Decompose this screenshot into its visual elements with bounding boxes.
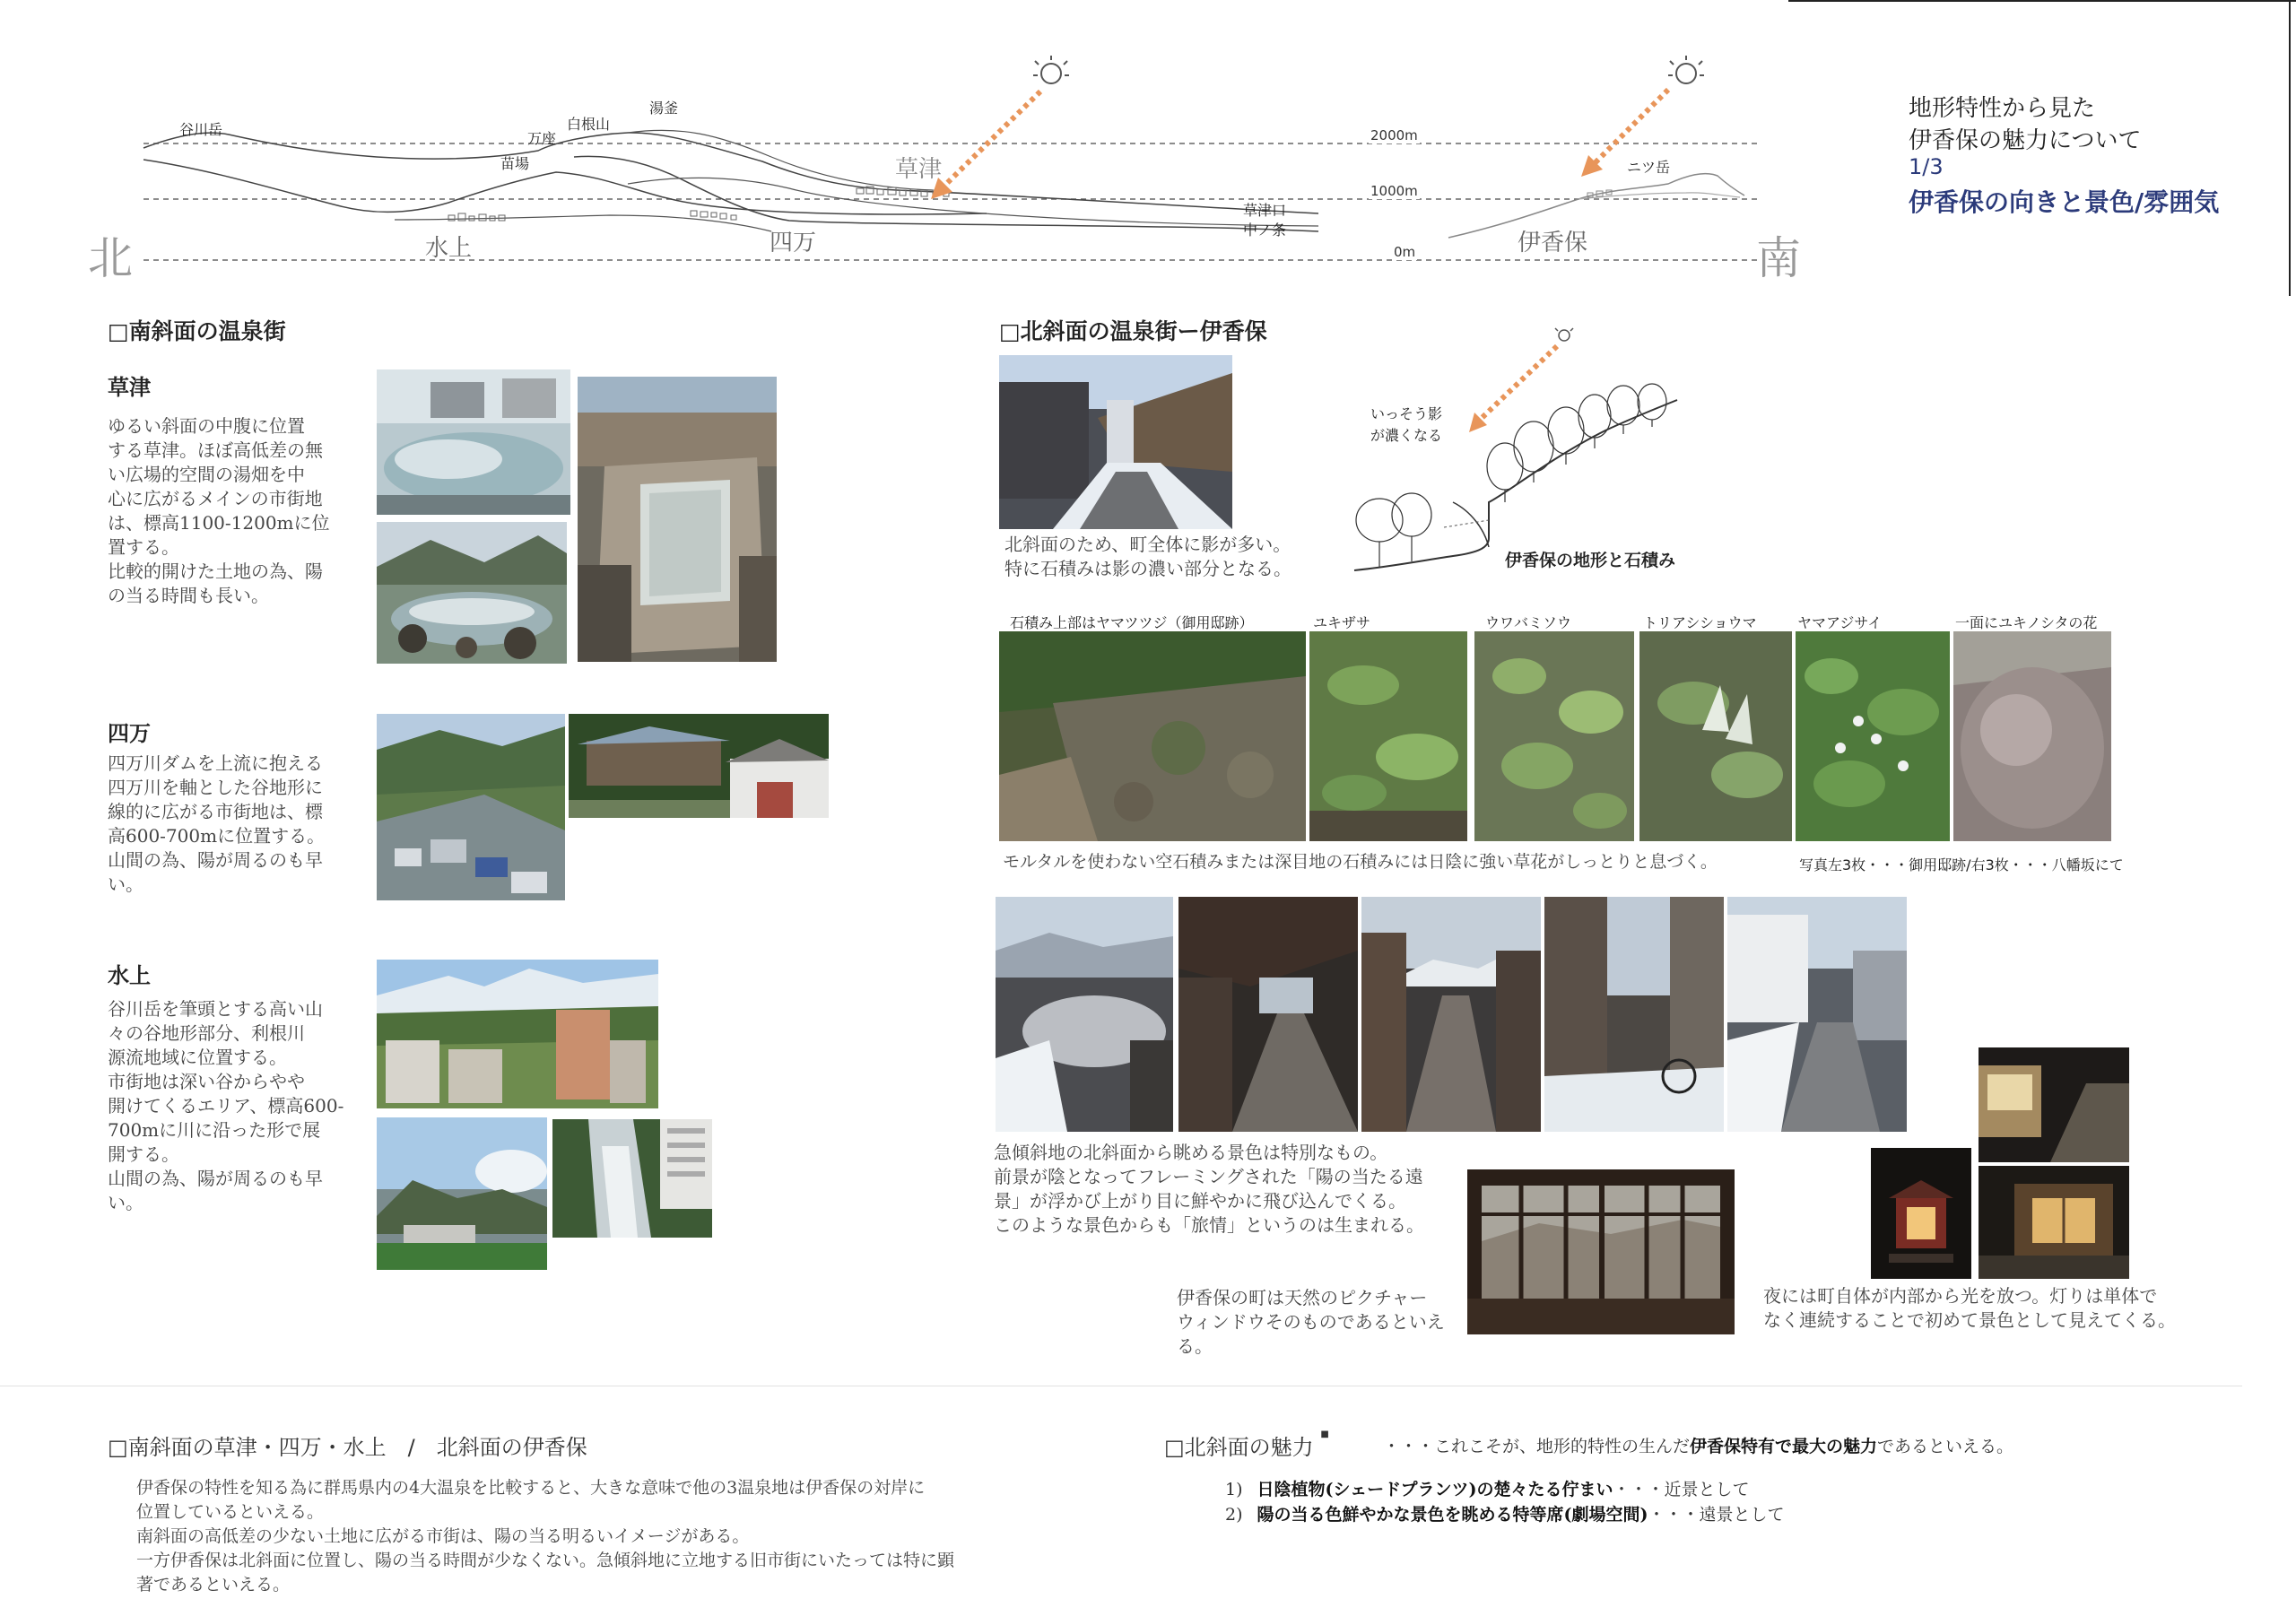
profile-label-manza: 万座 bbox=[527, 130, 557, 147]
plant-label-5: 一面にユキノシタの花 bbox=[1955, 614, 2098, 631]
north-caption-shadow: 北斜面のため、町全体に影が多い。 特に石積みは影の濃い部分となる。 bbox=[1004, 534, 1292, 579]
photo-shima-valley bbox=[377, 714, 565, 900]
title-line-2: 伊香保の魅力について bbox=[1909, 127, 2142, 154]
photo-kusatsu-yubatake-overview bbox=[578, 377, 777, 662]
sun-icon-diagram bbox=[1555, 328, 1573, 341]
kusatsu-title: 草津 bbox=[108, 375, 151, 400]
photo-view-slope-path bbox=[1727, 897, 1907, 1132]
item1-num: 1) bbox=[1225, 1480, 1243, 1499]
profile-label-ikaho: 伊香保 bbox=[1518, 230, 1588, 256]
photo-plant-yukizasa bbox=[1309, 631, 1467, 841]
profile-label-futatsudake: ニツ岳 bbox=[1627, 159, 1671, 176]
kusatsu-text: ゆるい斜面の中腹に位置 する草津。ほぼ高低差の無 い広場的空間の湯畑を中 心に広がるメインの市街地 は、標高1100-1200mに位 置する。 比較的開けた土地の為、陽 の当る時間も長い。 bbox=[108, 415, 330, 606]
photo-night-shop-stairs bbox=[1979, 1047, 2129, 1162]
lead-post: であるといえる。 bbox=[1877, 1437, 2014, 1456]
ikaho-profile bbox=[1448, 174, 1744, 238]
profile-label-nakanojo: 中ノ条 bbox=[1243, 222, 1287, 239]
window-caption: 伊香保の町は天然のピクチャー ウィンドウそのものであるといえる。 bbox=[1177, 1287, 1445, 1357]
ikaho-terrain-diagram bbox=[1318, 323, 1695, 583]
bottom-right-item-1 bbox=[1225, 1476, 1750, 1500]
photo-kusatsu-yubatake-steam bbox=[377, 369, 570, 515]
view-caption: 急傾斜地の北斜面から眺める景色は特別なもの。 前景が陰となってフレーミングされた「陽の当たる遠 景」が浮かび上がり目に鮮やかに飛び込んでくる。 このような景色からも「旅情」というのは生まれる。 bbox=[994, 1142, 1424, 1236]
sun-icon-south bbox=[1668, 56, 1704, 83]
photo-plant-yukinoshita bbox=[1953, 631, 2111, 841]
shima-title: 四万 bbox=[108, 721, 151, 746]
plant-label-4: ヤマアジサイ bbox=[1797, 614, 1883, 631]
profile-label-shima: 四万 bbox=[770, 230, 817, 256]
item2-num: 2) bbox=[1225, 1505, 1243, 1525]
north-heading: □北斜面の温泉街ー伊香保 bbox=[999, 318, 1267, 344]
profile-label-tanigawa: 谷川岳 bbox=[179, 121, 223, 138]
plants-note: 写真左3枚・・・御用邸跡/右3枚・・・八幡坂にて bbox=[1799, 856, 2124, 873]
bottom-left-heading: □南斜面の草津・四万・水上 / 北斜面の伊香保 bbox=[108, 1435, 587, 1460]
plant-label-3: トリアシショウマ bbox=[1643, 614, 1757, 631]
elev-2000-label: 2000m bbox=[1370, 127, 1418, 143]
plant-label-2: ウワバミソウ bbox=[1485, 614, 1572, 631]
shima-town-marks bbox=[691, 211, 736, 220]
title-page-number: 1/3 bbox=[1909, 154, 1944, 179]
photo-view-arcade bbox=[1178, 897, 1358, 1132]
item1-rest: ・・・近景として bbox=[1613, 1480, 1750, 1499]
profile-label-minakami: 水上 bbox=[425, 235, 473, 262]
title-border-top bbox=[1788, 0, 2296, 2]
plant-label-0: 石積み上部はヤマツツジ（御用邸跡） bbox=[1010, 614, 1254, 631]
sun-ray-arrow-kusatsu bbox=[931, 91, 1040, 199]
bottom-right-heading-text: □北斜面の魅力 bbox=[1164, 1435, 1314, 1460]
elev-1000-label: 1000m bbox=[1370, 183, 1418, 199]
photo-plant-yamatsutsuji bbox=[999, 631, 1306, 841]
item2-rest: ・・・遠景として bbox=[1648, 1505, 1785, 1525]
photo-night-storefront bbox=[1979, 1166, 2129, 1279]
shima-text: 四万川ダムを上流に抱える 四万川を軸とした谷地形に 線的に広がる市街地は、標 高600-700mに位置する。 山間の為、陽が周るのも早 い。 bbox=[108, 752, 326, 895]
bottom-right-heading bbox=[1164, 1430, 1329, 1461]
item2-bold: 陽の当る色鮮やかな景色を眺める特等席(劇場空間) bbox=[1257, 1505, 1648, 1525]
bottom-right-heading-mark: ■ bbox=[1320, 1430, 1329, 1439]
north-label: 北 bbox=[88, 232, 133, 284]
photo-plant-toriashishouma bbox=[1639, 631, 1792, 841]
photo-picture-window bbox=[1467, 1169, 1735, 1334]
stone-wall-curve bbox=[1453, 502, 1489, 547]
title-subtitle: 伊香保の向きと景色/雰囲気 bbox=[1909, 187, 2220, 217]
photo-shima-building bbox=[569, 714, 829, 818]
south-heading: □南斜面の温泉街 bbox=[108, 318, 286, 344]
plant-label-1: ユキザサ bbox=[1313, 614, 1371, 631]
profile-label-kusatsu: 草津 bbox=[895, 156, 943, 183]
photo-kusatsu-sainokawara bbox=[377, 522, 567, 664]
profile-label-shirane: 白根山 bbox=[567, 116, 611, 133]
ridge-profile-4 bbox=[628, 130, 933, 190]
lead-pre: ・・・これこそが、地形的特性の生んだ bbox=[1383, 1437, 1691, 1456]
diagram-note: いっそう影 が濃くなる bbox=[1370, 405, 1443, 444]
minakami-text: 谷川岳を筆頭とする高い山 々の谷地形部分、利根川 源流地域に位置する。 市街地は深い谷からやや 開けてくるエリア、標高600- 700mに川に沿った形で展 開する。 山間の為、陽が周るのも早 い。 bbox=[108, 998, 344, 1213]
south-label: 南 bbox=[1756, 232, 1801, 284]
sun-icon-north bbox=[1033, 56, 1069, 83]
diagram-caption: 伊香保の地形と石積み bbox=[1505, 551, 1676, 570]
bottom-right-lead bbox=[1383, 1433, 2013, 1457]
bottom-left-text: 伊香保の特性を知る為に群馬県内の4大温泉を比較すると、大きな意味で他の3温泉地は伊香保の対岸に 位置しているといえる。 南斜面の高低差の少ない土地に広がる市街は、陽の当る明るいイメージがある。 一方伊香保は北斜面に位置し、陽の当る時間が少なくない。急傾斜地に立地する旧市街にいたっては特に顕 著であるといえる。 bbox=[136, 1478, 955, 1595]
profile-label-yugama: 湯釜 bbox=[649, 100, 679, 117]
photo-minakami-hotels bbox=[377, 960, 658, 1108]
lead-bold: 伊香保特有で最大の魅力 bbox=[1690, 1437, 1878, 1456]
bottom-right-item-2 bbox=[1225, 1501, 1785, 1525]
photo-view-snow-steam bbox=[996, 897, 1173, 1132]
night-caption: 夜には町自体が内部から光を放つ。灯りは単体で なく連続することで初めて景色として見えてくる。 bbox=[1763, 1285, 2176, 1331]
photo-ikaho-snowy-street bbox=[999, 355, 1232, 529]
photo-plant-uwabamisou bbox=[1474, 631, 1634, 841]
plants-caption: モルタルを使わない空石積みまたは深目地の石積みには日陰に強い草花がしっとりと息づく。 bbox=[1003, 852, 1718, 872]
title-border-right bbox=[2289, 0, 2291, 296]
photo-minakami-town bbox=[377, 1117, 547, 1270]
sun-ray-arrow-diagram bbox=[1469, 346, 1557, 432]
profile-label-kusatsuguchi: 草津口 bbox=[1243, 202, 1287, 219]
elev-0-label: 0m bbox=[1394, 244, 1416, 260]
photo-view-snowy-alley bbox=[1544, 897, 1724, 1132]
title-line-1: 地形特性から見た bbox=[1909, 95, 2096, 122]
profile-label-naeba: 苗場 bbox=[500, 155, 530, 172]
item1-bold: 日陰植物(シェードプランツ)の楚々たる佇まい bbox=[1257, 1480, 1613, 1499]
photo-minakami-river bbox=[552, 1119, 712, 1238]
photo-plant-yamaajisai bbox=[1796, 631, 1950, 841]
minakami-title: 水上 bbox=[108, 963, 151, 988]
photo-view-stone-stairs bbox=[1361, 897, 1541, 1132]
photo-night-lantern bbox=[1871, 1148, 1971, 1279]
